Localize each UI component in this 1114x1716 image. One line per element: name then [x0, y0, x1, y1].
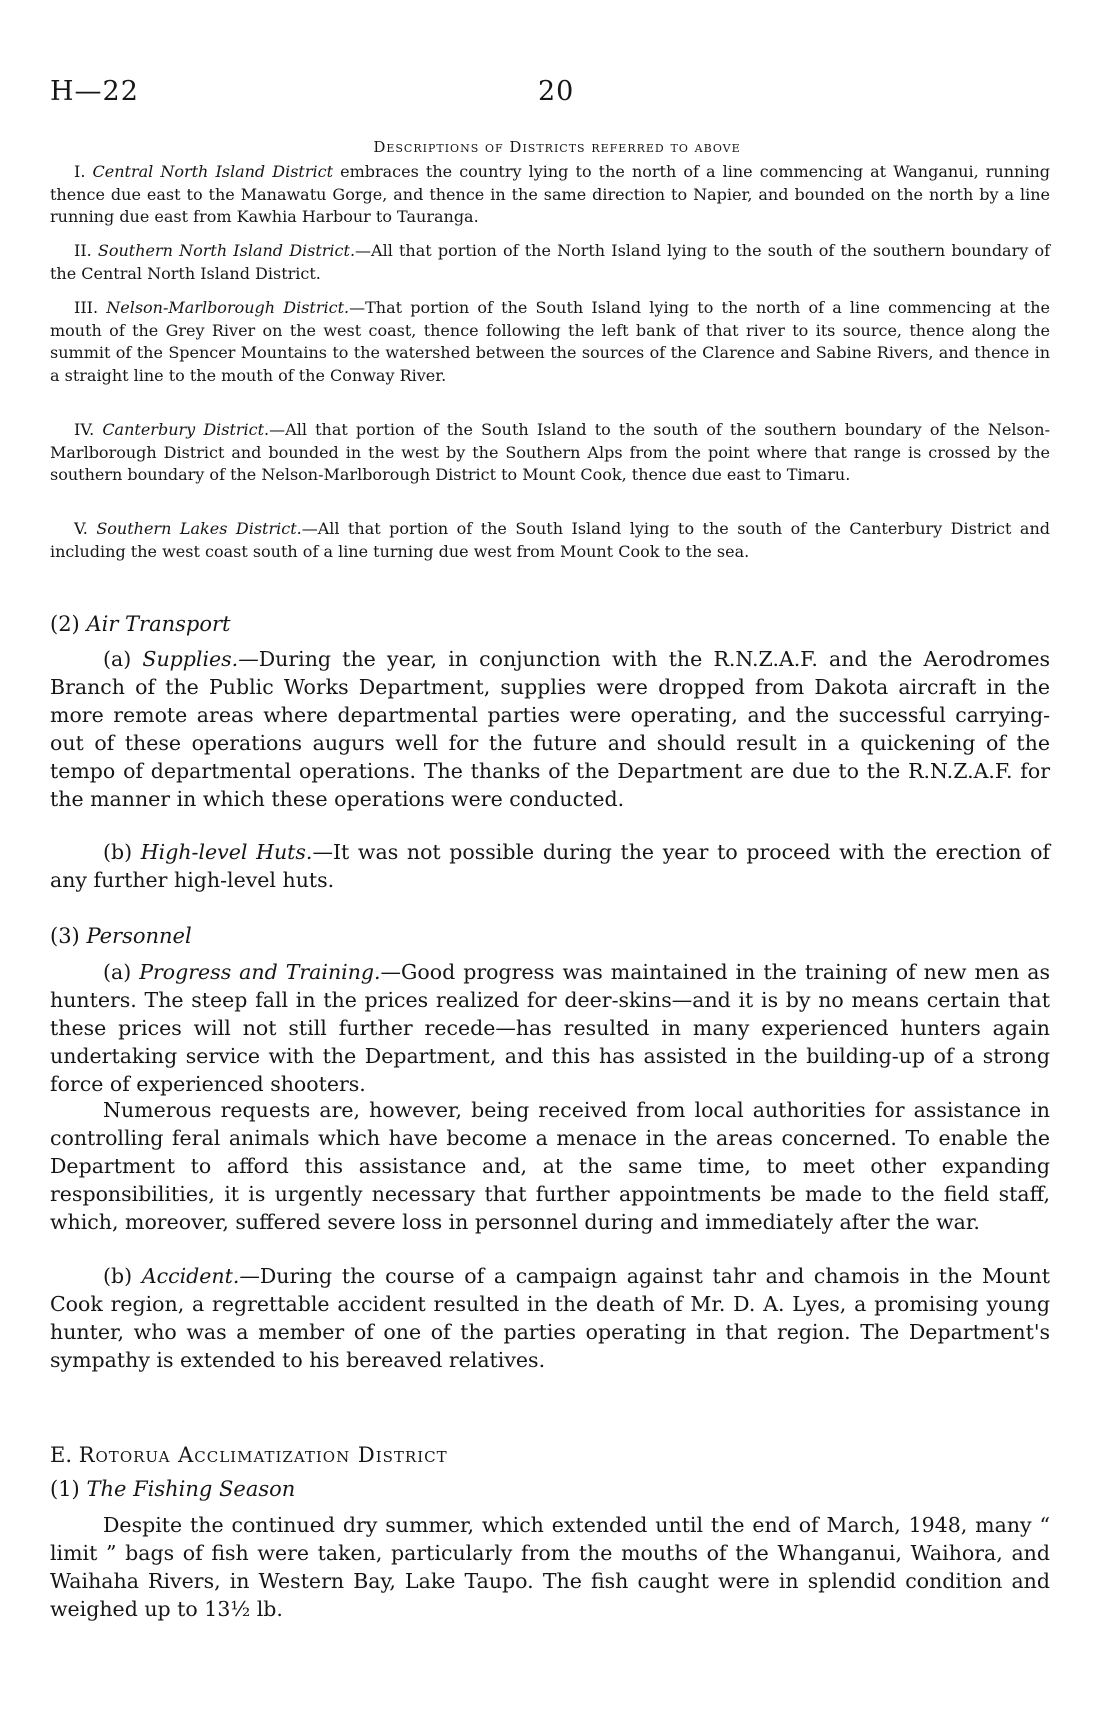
- fishing-season-paragraph: Despite the continued dry summer, which extended until the end of March, 1948, many “ limit ” bags of fish were taken, particularly from the mouths of the Whanganui, Waihora, and Waihaha Rivers, in Western Bay, Lake Taupo. The fish caught were in splendid condition and weighed up to 13½ lb.: [50, 1513, 1050, 1621]
- district-1-paragraph: I. Central North Island District embraces the country lying to the north of a line commencing at Wanganui, running thence due east to the Manawatu Gorge, and thence in the same direction to Napier, and bounded on the north by a line running due east from Kawhia Harbour to Tauranga.: [50, 162, 1051, 226]
- district-5-paragraph: V. Southern Lakes District.—All that portion of the South Island lying to the south of the Canterbury District and including the west coast south of a line turning due west from Mount Cook to the sea.: [50, 519, 1050, 561]
- personnel-heading: (3) Personnel: [50, 924, 192, 948]
- accident-paragraph: (b) Accident.—During the course of a campaign against tahr and chamois in the Mount Cook region, a regrettable accident resulted in the death of Mr. D. A. Lyes, a promising young hunter, who was a member of one of the parties operating in that region. The Department's sympathy is extended to his bereaved relatives.: [50, 1264, 1050, 1372]
- descriptions-title: Descriptions of Districts referred to above: [373, 138, 741, 156]
- report-code: H—22: [50, 76, 139, 107]
- district-2-paragraph: II. Southern North Island District.—All that portion of the North Island lying to the south of the southern boundary of the Central North Island District.: [50, 241, 1051, 283]
- supplies-paragraph: (a) Supplies.—During the year, in conjunction with the R.N.Z.A.F. and the Aerodromes Branch of the Public Works Department, supplies were dropped from Dakota aircraft in the more remote areas where departmental parties were operating, and the successful carrying-out of these operations augurs well for the future and should result in a quickening of the tempo of departmental operations. The thanks of the Department are due to the R.N.Z.A.F. for the manner in which these operations were conducted.: [50, 647, 1050, 811]
- air-transport-heading: (2) Air Transport: [50, 612, 231, 636]
- progress-training-paragraph: (a) Progress and Training.—Good progress was maintained in the training of new men as hunters. The steep fall in the prices realized for deer-skins—and it is by no means certain that these prices will not still further recede—has resulted in many experienced hunters again undertaking service with the Department, and this has assisted in the building-up of a strong force of experienced shooters.: [50, 960, 1050, 1096]
- district-3-paragraph: III. Nelson-Marlborough District.—That portion of the South Island lying to the north of a line commencing at the mouth of the Grey River on the west coast, thence following the left bank of that river to its source, thence along the summit of the Spencer Mountains to the watershed between the sources of the Clarence and Sabine Rivers, and thence in a straight line to the mouth of the Conway River.: [50, 298, 1050, 385]
- district-4-paragraph: IV. Canterbury District.—All that portion of the South Island to the south of the southern boundary of the Nelson-Marlborough District and bounded in the west by the Southern Alps from the point where that range is crossed by the southern boundary of the Nelson-Marlborough District to Mount Cook, thence due east to Timaru.: [50, 420, 1051, 484]
- page-number: 20: [538, 76, 575, 107]
- section-e-heading: E. Rotorua Acclimatization District: [50, 1443, 448, 1467]
- high-level-huts-paragraph: (b) High-level Huts.—It was not possible during the year to proceed with the erection of any further high-level huts.: [50, 840, 1050, 892]
- fishing-season-heading: (1) The Fishing Season: [50, 1477, 296, 1501]
- numerous-requests-paragraph: Numerous requests are, however, being received from local authorities for assistance in controlling feral animals which have become a menace in the areas concerned. To enable the Department to afford this assistance and, at the same time, to meet other expanding responsibilities, it is urgently necessary that further appointments be made to the field staff, which, moreover, suffered severe loss in personnel during and immediately after the war.: [50, 1098, 1050, 1234]
